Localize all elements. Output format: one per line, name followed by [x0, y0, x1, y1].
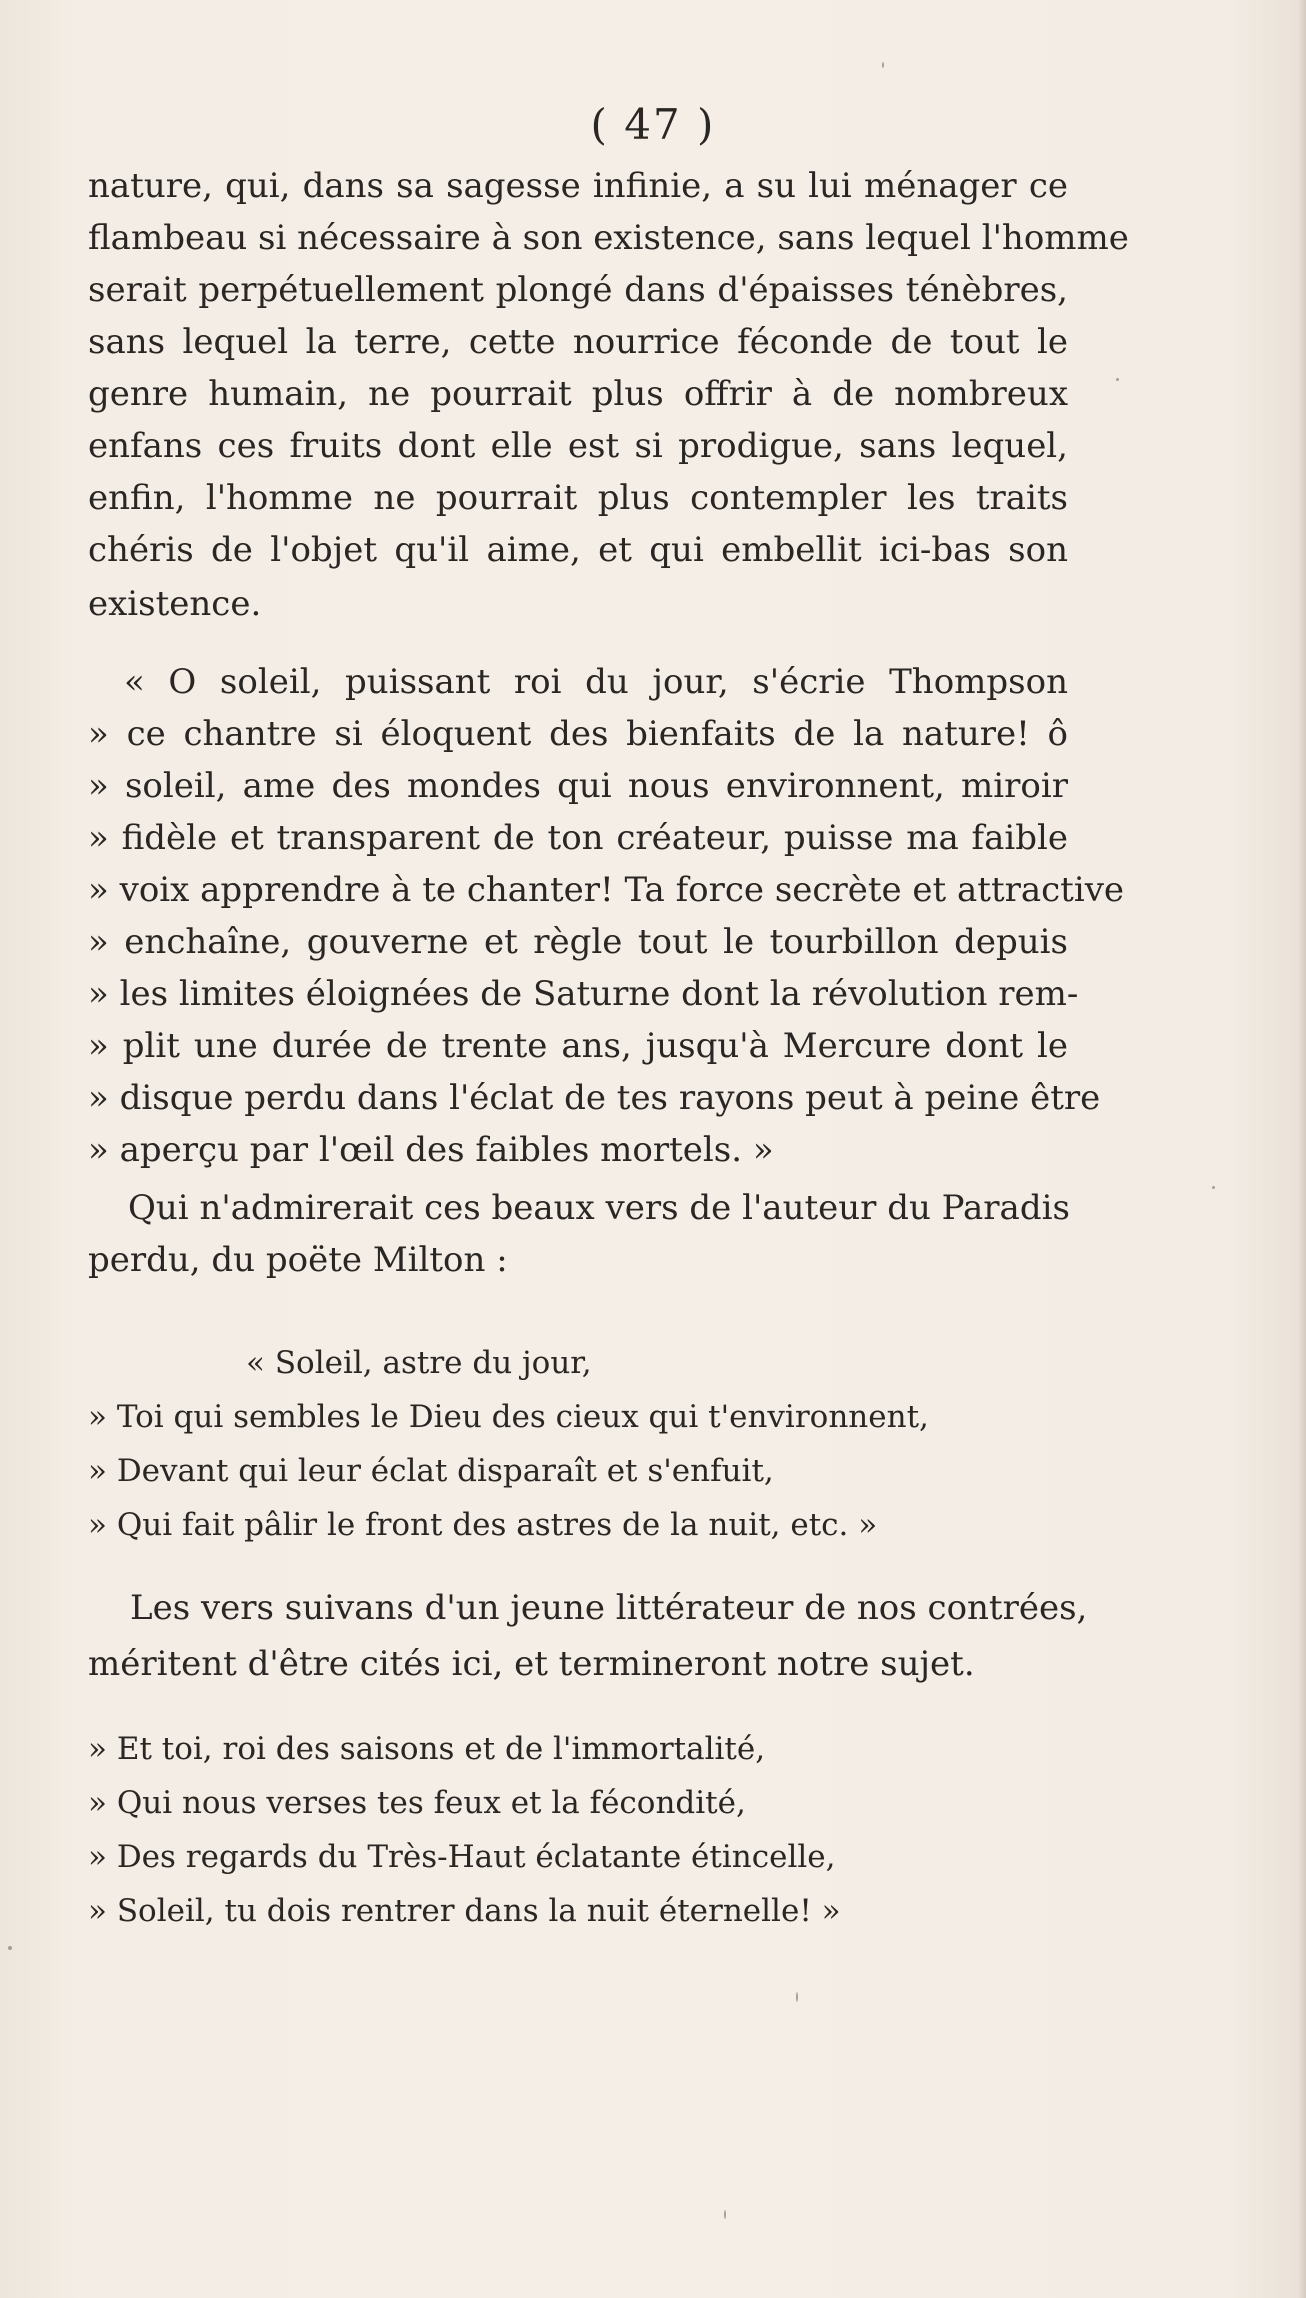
paragraph-line: enfin, l'homme ne pourrait plus contempler les traits: [88, 478, 1068, 518]
verse-line: » Soleil, tu dois rentrer dans la nuit éternelle! »: [88, 1893, 841, 1929]
quotation-line: » plit une durée de trente ans, jusqu'à Mercure dont le: [88, 1026, 1068, 1066]
verse-line: » Qui fait pâlir le front des astres de la nuit, etc. »: [88, 1507, 878, 1543]
paper-speck: [1212, 1186, 1215, 1189]
paragraph-line: chéris de l'objet qu'il aime, et qui embellit ici-bas son: [88, 530, 1068, 570]
verse-line: « Soleil, astre du jour,: [246, 1345, 592, 1381]
paragraph-line: existence.: [88, 584, 262, 624]
paragraph-line: flambeau si nécessaire à son existence, sans lequel l'homme: [88, 218, 1129, 258]
verse-line: » Toi qui sembles le Dieu des cieux qui t'environnent,: [88, 1399, 929, 1435]
paragraph-line: genre humain, ne pourrait plus offrir à de nombreux: [88, 374, 1068, 414]
verse-line: » Qui nous verses tes feux et la fécondité,: [88, 1785, 746, 1821]
verse-line: » Des regards du Très-Haut éclatante étincelle,: [88, 1839, 836, 1875]
paper-speck: [8, 1946, 12, 1950]
quotation-line: » soleil, ame des mondes qui nous environnent, miroir: [88, 766, 1068, 806]
paragraph-line: serait perpétuellement plongé dans d'épaisses ténèbres,: [88, 270, 1068, 310]
quotation-line: » les limites éloignées de Saturne dont la révolution rem-: [88, 974, 1079, 1014]
quotation-line: » aperçu par l'œil des faibles mortels. »: [88, 1130, 774, 1170]
quotation-line: » fidèle et transparent de ton créateur, puisse ma faible: [88, 818, 1068, 858]
paragraph-line: enfans ces fruits dont elle est si prodigue, sans lequel,: [88, 426, 1068, 466]
quotation-line: » disque perdu dans l'éclat de tes rayons peut à peine être: [88, 1078, 1101, 1118]
verse-line: » Devant qui leur éclat disparaît et s'enfuit,: [88, 1453, 774, 1489]
quotation-line: « O soleil, puissant roi du jour, s'écrie Thompson: [124, 662, 1068, 702]
page-edge-shadow: [1298, 0, 1306, 2298]
paragraph-line: perdu, du poëte Milton :: [88, 1240, 508, 1280]
paper-speck: [882, 62, 884, 68]
paragraph-line: Les vers suivans d'un jeune littérateur de nos contrées,: [130, 1588, 1088, 1628]
paragraph-line: méritent d'être cités ici, et termineront notre sujet.: [88, 1644, 975, 1684]
quotation-line: » voix apprendre à te chanter! Ta force secrète et attractive: [88, 870, 1125, 910]
paragraph-line: Qui n'admirerait ces beaux vers de l'auteur du Paradis: [128, 1188, 1070, 1228]
paper-speck: [724, 2210, 726, 2219]
paper-speck: [796, 1992, 798, 2002]
paragraph-line: nature, qui, dans sa sagesse infinie, a su lui ménager ce: [88, 166, 1068, 206]
verse-line: » Et toi, roi des saisons et de l'immortalité,: [88, 1731, 766, 1767]
paper-speck: [1116, 378, 1119, 381]
quotation-line: » ce chantre si éloquent des bienfaits de la nature! ô: [88, 714, 1068, 754]
quotation-line: » enchaîne, gouverne et règle tout le tourbillon depuis: [88, 922, 1068, 962]
page-number: ( 47 ): [590, 100, 716, 149]
paragraph-line: sans lequel la terre, cette nourrice féconde de tout le: [88, 322, 1068, 362]
